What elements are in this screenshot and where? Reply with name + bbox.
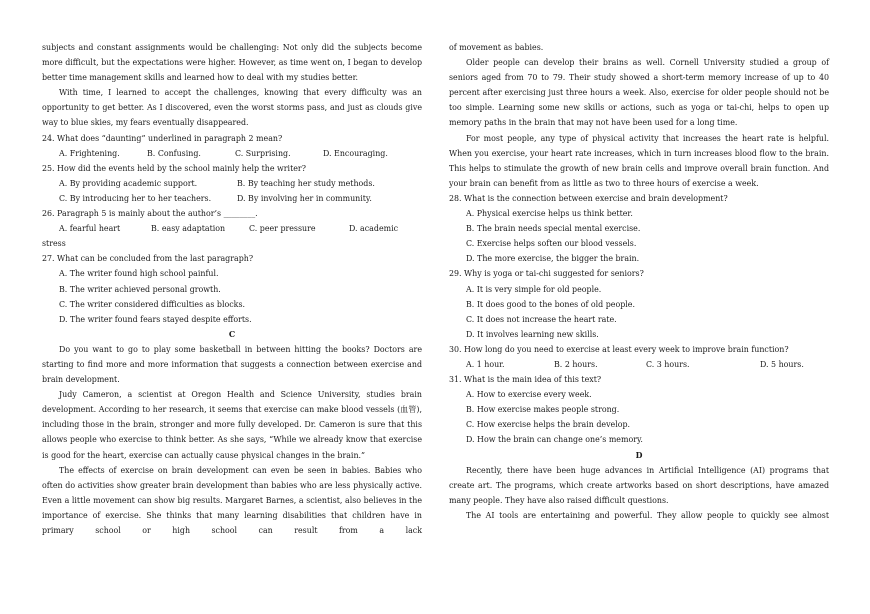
passage-b-paragraph: subjects and constant assignments would be challenging: Not only did the subjects become more difficult, but the expectations were higher. However, as time went on, I began to develop better time management skills and learned how to deal with my studies better. <box>42 43 422 83</box>
option[interactable]: B. It does good to the bones of old people. <box>466 299 635 309</box>
question-30-options <box>449 357 829 372</box>
passage-c-paragraph: of movement as babies. <box>449 43 544 52</box>
question-25-options <box>42 176 422 191</box>
option[interactable]: D. 5 hours. <box>760 359 804 369</box>
option[interactable]: A. Frightening. <box>59 148 120 158</box>
option[interactable]: B. How exercise makes people strong. <box>466 405 620 415</box>
question-26-options <box>42 221 422 236</box>
option[interactable]: B. easy adaptation <box>151 224 226 234</box>
option[interactable]: A. Physical exercise helps us think better. <box>466 209 633 219</box>
passage-c-paragraph: For most people, any type of physical activity that increases the heart rate is helpful. When you exercise, your heart rate increases, which in turn increases blood flow to the brain. This helps to stimulate the growth of new brain cells and improve overall brain function. And your brain can benefit from as little as two to three hours of exercise a week. <box>449 133 829 188</box>
option[interactable]: C. By introducing her to her teachers. <box>59 193 212 203</box>
option[interactable]: C. It does not increase the heart rate. <box>466 314 617 324</box>
section-c-heading: C <box>228 329 236 339</box>
question-26-option-wrap: stress <box>42 239 66 249</box>
left-column <box>42 40 422 538</box>
option[interactable]: D. How the brain can change one’s memory. <box>466 435 643 445</box>
option[interactable]: B. Confusing. <box>147 148 201 158</box>
option[interactable]: B. The brain needs special mental exercise. <box>466 224 641 234</box>
option[interactable]: C. The writer considered difficulties as blocks. <box>59 299 246 309</box>
passage-d-paragraph: Recently, there have been huge advances in Artificial Intelligence (AI) programs that create art. The programs, which create artworks based on short descriptions, have amazed many people. They have also raised difficult questions. <box>449 465 829 505</box>
option[interactable]: C. peer pressure <box>249 224 316 234</box>
option[interactable]: A. By providing academic support. <box>59 178 198 188</box>
passage-d-paragraph: The AI tools are entertaining and powerful. They allow people to quickly see almost <box>466 510 829 520</box>
question-24-options <box>42 146 422 161</box>
option[interactable]: C. Exercise helps soften our blood vessels. <box>466 239 637 249</box>
option[interactable]: A. 1 hour. <box>466 359 505 369</box>
option[interactable]: A. fearful heart <box>59 224 121 234</box>
passage-b-paragraph: With time, I learned to accept the challenges, knowing that every difficulty was an opportunity to get better. As I discovered, even the worst storms pass, and just as clouds give way to blue skies, my fears eventually disappeared. <box>42 88 422 128</box>
option[interactable]: A. How to exercise every week. <box>466 390 592 400</box>
passage-c-paragraph: Older people can develop their brains as well. Cornell University studied a group of seniors aged from 70 to 79. Their study showed a short-term memory increase of up to 40 percent after exercising just three hours a week. Also, exercise for older people should not be too simple. Learning some new skills or actions, such as yoga or tai-chi, helps to open up memory paths in the brain that may not have been used for a long time. <box>449 58 829 128</box>
passage-c-paragraph: The effects of exercise on brain development can even be seen in babies. Babies who often do activities show greater brain development than babies who are less physically active. Even a little movement can show big results. Margaret Barnes, a scientist, also believes in the importance of exercise. She thinks that many learning disabilities that children have in primary school or high school can result from a lack <box>42 465 422 535</box>
question-28: 28. What is the connection between exercise and brain development? <box>449 193 728 203</box>
question-25-options <box>42 191 422 206</box>
passage-c-paragraph: Do you want to go to play some basketball in between hitting the books? Doctors are starting to find more and more information that suggests a connection between exercise and brain development. <box>42 344 422 385</box>
option[interactable]: C. 3 hours. <box>646 359 690 369</box>
option[interactable]: B. The writer achieved personal growth. <box>59 284 221 294</box>
question-29: 29. Why is yoga or tai-chi suggested for seniors? <box>449 269 644 279</box>
option[interactable]: C. How exercise helps the brain develop. <box>466 420 631 430</box>
option[interactable]: C. Surprising. <box>235 148 291 158</box>
option[interactable]: A. It is very simple for old people. <box>466 284 602 294</box>
option[interactable]: A. The writer found high school painful. <box>59 269 219 279</box>
option[interactable]: D. By involving her in community. <box>237 193 372 203</box>
option[interactable]: B. 2 hours. <box>554 359 598 369</box>
right-column <box>449 40 829 523</box>
option[interactable]: B. By teaching her study methods. <box>237 178 375 188</box>
option[interactable]: D. The writer found fears stayed despite efforts. <box>59 314 252 324</box>
question-26: 26. Paragraph 5 is mainly about the author’s ________. <box>42 209 258 219</box>
option[interactable]: D. academic <box>349 224 399 234</box>
section-d-heading: D <box>635 450 643 460</box>
passage-c-paragraph: Judy Cameron, a scientist at Oregon Health and Science University, studies brain development. According to her research, it seems that exercise can make blood vessels (血管), including those in the brain, stronger and more fully developed. Dr. Cameron is sure that this allows people who exercise to think better. As she says, “While we already know that exercise is good for the heart, exercise can actually cause physical changes in the brain.” <box>42 390 422 460</box>
option[interactable]: D. The more exercise, the bigger the brain. <box>466 254 640 264</box>
option[interactable]: D. Encouraging. <box>323 148 388 158</box>
question-27: 27. What can be concluded from the last paragraph? <box>42 254 254 264</box>
question-31: 31. What is the main idea of this text? <box>449 375 602 385</box>
question-25: 25. How did the events held by the school mainly help the writer? <box>42 163 306 173</box>
option[interactable]: D. It involves learning new skills. <box>466 329 599 339</box>
question-30: 30. How long do you need to exercise at least every week to improve brain function? <box>449 344 789 354</box>
question-24: 24. What does “daunting” underlined in paragraph 2 mean? <box>42 133 283 143</box>
